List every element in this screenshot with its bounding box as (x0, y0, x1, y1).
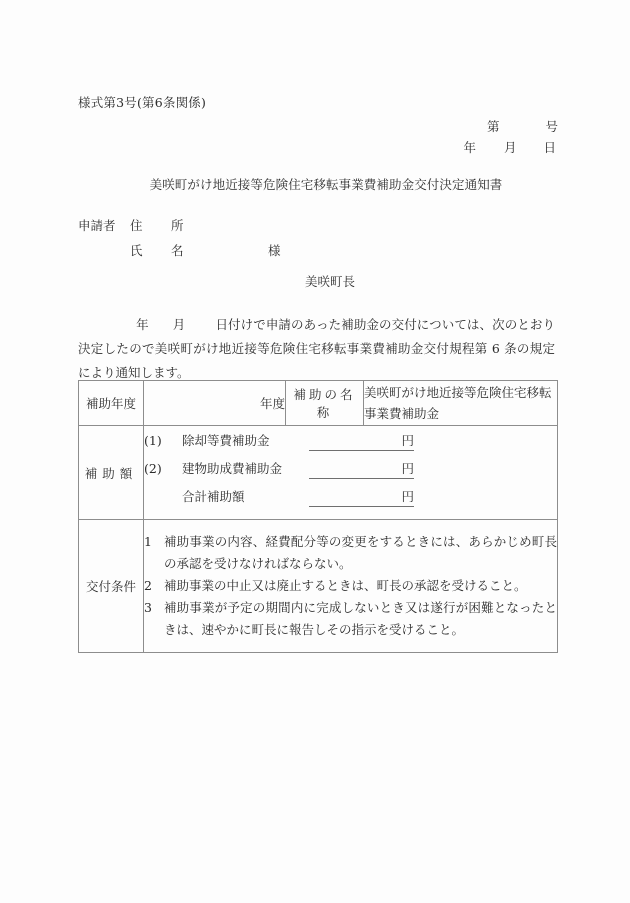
applicant-honorific: 様 (268, 243, 281, 258)
body-date-year: 年 (136, 317, 149, 332)
applicant-name-row (78, 241, 281, 266)
table-row-fiscal-year (79, 381, 558, 426)
amount-item-number: (2) (144, 460, 162, 476)
condition-number: 2 (144, 578, 152, 593)
document-meta-block (440, 117, 558, 159)
amount-item-value-field[interactable]: 円 (309, 459, 414, 479)
body-date-month: 月 (172, 317, 186, 332)
amount-total-row (144, 487, 557, 515)
document-title: 美咲町がけ地近接等危険住宅移転事業費補助金交付決定通知書 (149, 177, 503, 192)
body-line-1: 日付けで申請のあった補助金の交付については、次のとおり決定 (78, 317, 555, 356)
amount-item-row (144, 459, 557, 487)
condition-text: 補助事業の中止又は廃止するときは、町長の承認を受けること。 (164, 578, 527, 593)
amount-item-text: 建物助成費補助金 (182, 460, 283, 476)
applicant-block (78, 216, 281, 266)
applicant-address-label: 住 所 (130, 218, 192, 233)
body-paragraph (78, 313, 555, 385)
amount-item-number: (1) (144, 432, 162, 448)
applicant-label: 申請者 (78, 218, 116, 233)
cell-fiscal-year-value: 年度 (144, 381, 286, 426)
applicant-address-row (78, 216, 281, 241)
number-prefix-label: 第 (486, 119, 500, 134)
issuer-name: 美咲町長 (304, 274, 355, 289)
cell-subsidy-name-label: 補助の名称 (286, 381, 364, 426)
amount-item-text: 除却等費補助金 (182, 432, 270, 448)
table-row-conditions (79, 520, 558, 653)
document-date-row (440, 138, 558, 159)
condition-item (144, 531, 557, 575)
table-row-amount (79, 426, 558, 520)
amount-item-row (144, 431, 557, 459)
date-month-label: 月 (503, 140, 517, 155)
cell-conditions-body (144, 520, 558, 653)
date-year-label: 年 (463, 140, 476, 155)
condition-number: 1 (144, 534, 152, 549)
condition-text: 補助事業が予定の期間内に完成しないとき又は遂行が困難となったときは、速やかに町長に報告しその指示を受けること。 (164, 600, 557, 637)
cell-conditions-label: 交付条件 (79, 520, 144, 653)
cell-subsidy-name-value: 美咲町がけ地近接等危険住宅移転事業費補助金 (364, 381, 558, 426)
decision-table (78, 380, 558, 653)
cell-amount-body (144, 426, 558, 520)
amount-total-text: 合計補助額 (182, 488, 245, 504)
condition-text: 補助事業の内容、経費配分等の変更をするときには、あらかじめ町長の承認を受けなければならない。 (164, 534, 557, 571)
applicant-name-label: 氏 名 (130, 243, 192, 258)
body-line-3: します。 (140, 365, 190, 380)
body-line-2: したので美咲町がけ地近接等危険住宅移転事業費補助金交付規程第 6 条の規定により通知 (78, 341, 555, 380)
condition-number: 3 (144, 600, 152, 615)
cell-amount-label: 補助額 (79, 426, 144, 520)
condition-item (144, 575, 557, 597)
form-number: 様式第3号(第6条関係) (78, 95, 207, 110)
document-number-row (440, 117, 558, 138)
amount-item-value-field[interactable]: 円 (309, 431, 414, 451)
number-suffix-label: 号 (545, 119, 558, 134)
condition-item (144, 597, 557, 641)
date-day-label: 日 (543, 140, 556, 155)
cell-fiscal-year-label: 補助年度 (79, 381, 144, 426)
amount-total-value-field[interactable]: 円 (309, 487, 414, 507)
